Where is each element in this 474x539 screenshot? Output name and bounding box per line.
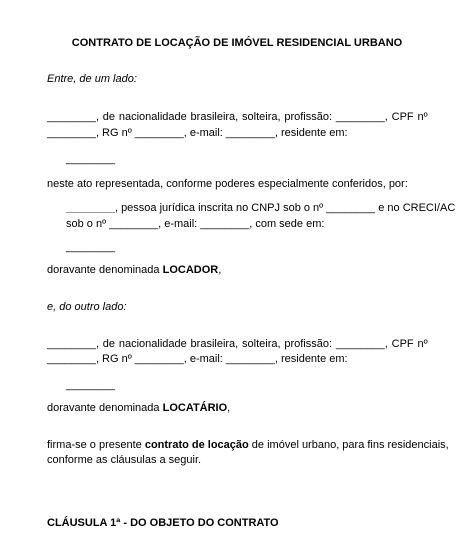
- locador-prefix: doravante denominada: [47, 264, 163, 276]
- represented-text: neste ato representada, conforme poderes especialmente conferidos, por:: [47, 178, 408, 190]
- party1-line1: ________, de nacionalidade brasileira, solteira, profissão: ________, CPF nº: [47, 111, 428, 123]
- company-line1-text: , pessoa jurídica inscrita no CNPJ sob o nº ________ e no CRECI/AC: [114, 202, 456, 214]
- company-name-blank: ________: [66, 202, 115, 214]
- party1-line2: ________, RG nº ________, e-mail: ________, residente em:: [47, 127, 348, 139]
- intro-text: Entre, de um lado:: [47, 73, 137, 85]
- locatario-line: [47, 401, 230, 416]
- party2-line1: ________, de nacionalidade brasileira, solteira, profissão: ________, CPF nº: [47, 338, 428, 350]
- agreement-prefix: firma-se o presente: [47, 439, 145, 451]
- locatario-prefix: doravante denominada: [47, 402, 163, 414]
- locatario-suffix: ,: [227, 402, 231, 414]
- party2-address-blank: ________: [66, 379, 115, 391]
- agreement-bold: contrato de locação: [144, 439, 249, 451]
- locador-name: LOCADOR: [162, 264, 219, 276]
- party2-line2: ________, RG nº ________, e-mail: ________, residente em:: [47, 353, 348, 365]
- locador-suffix: ,: [218, 264, 222, 276]
- company-line1: [66, 201, 456, 216]
- agreement-line2: conforme as cláusulas a seguir.: [47, 454, 202, 466]
- agreement-line1: [47, 438, 449, 453]
- locatario-name: LOCATÁRIO: [162, 402, 228, 414]
- other-side-text: e, do outro lado:: [47, 301, 127, 313]
- company-line2: sob o nº ________, e-mail: ________, com sede em:: [66, 218, 325, 230]
- document-title: CONTRATO DE LOCAÇÃO DE IMÓVEL RESIDENCIAL URBANO: [71, 37, 403, 49]
- company-address-blank: ________: [66, 241, 115, 253]
- locador-line: [47, 263, 221, 278]
- agreement-suffix: de imóvel urbano, para fins residenciais,: [248, 439, 449, 451]
- party1-address-blank: ________: [66, 153, 115, 165]
- clause1-heading: CLÁUSULA 1ª - DO OBJETO DO CONTRATO: [47, 517, 279, 529]
